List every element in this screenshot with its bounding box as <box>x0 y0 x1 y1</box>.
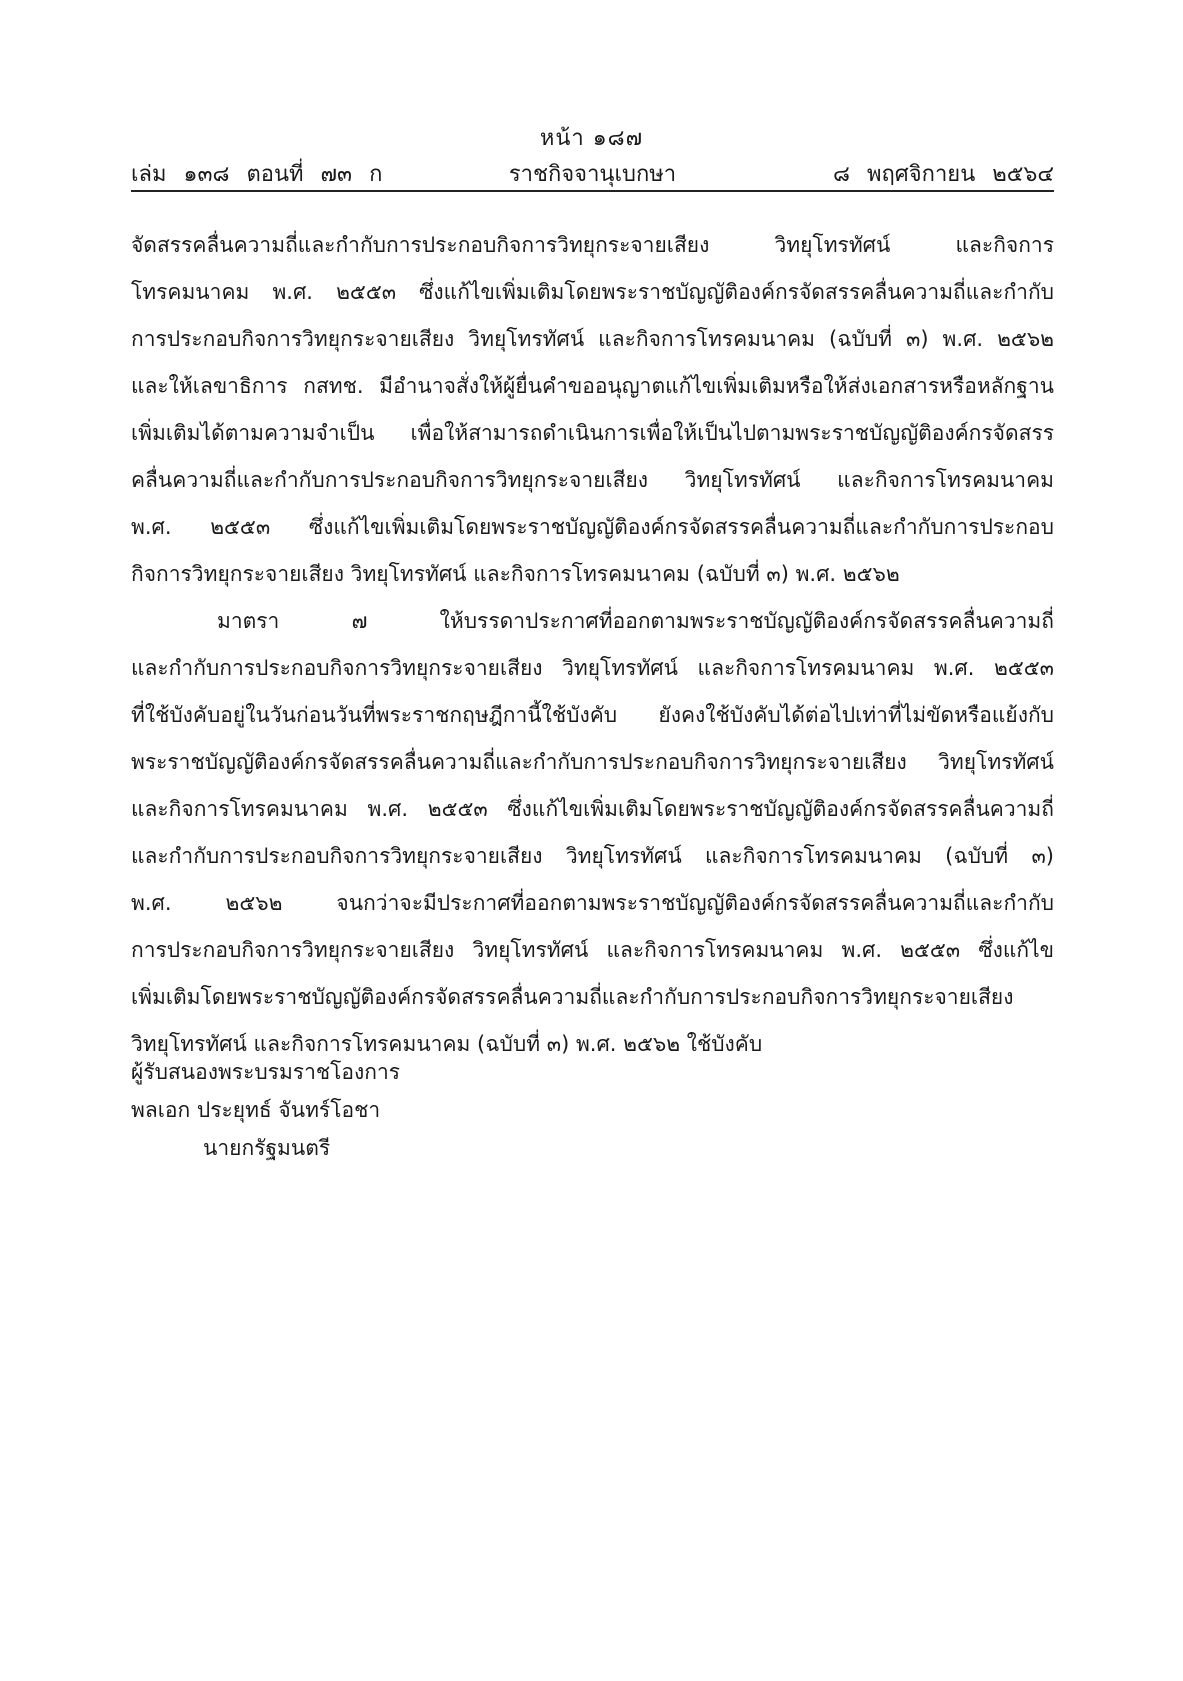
volume-section: เล่ม ๑๓๘ ตอนที่ ๗๓ ก <box>131 162 383 187</box>
signature-block <box>131 1053 731 1167</box>
body-line: และให้เลขาธิการ กสทช. มีอำนาจสั่งให้ผู้ยื่นคำขออนุญาตแก้ไขเพิ่มเติมหรือให้ส่งเอกสารหรือหลักฐาน <box>131 374 1054 398</box>
body-line: เพิ่มเติมได้ตามความจำเป็น เพื่อให้สามารถดำเนินการเพื่อให้เป็นไปตามพระราชบัญญัติองค์กรจัดสรร <box>131 421 1054 445</box>
body-line: พระราชบัญญัติองค์กรจัดสรรคลื่นความถี่และกำกับการประกอบกิจการวิทยุกระจายเสียง วิทยุโทรทัศน์ <box>131 750 1054 774</box>
signatory-position: นายกรัฐมนตรี <box>203 1136 331 1160</box>
body-line: ที่ใช้บังคับอยู่ในวันก่อนวันที่พระราชกฤษฎีกานี้ใช้บังคับ ยังคงใช้บังคับได้ต่อไปเท่าที่ไม่ขัดหรือแย้งกับ <box>131 703 1054 727</box>
body-line: การประกอบกิจการวิทยุกระจายเสียง วิทยุโทรทัศน์ และกิจการโทรคมนาคม พ.ศ. ๒๕๕๓ ซึ่งแก้ไข <box>131 938 1054 962</box>
body-line: การประกอบกิจการวิทยุกระจายเสียง วิทยุโทรทัศน์ และกิจการโทรคมนาคม (ฉบับที่ ๓) พ.ศ. ๒๕๖๒ <box>131 327 1054 351</box>
body-line: เพิ่มเติมโดยพระราชบัญญัติองค์กรจัดสรรคลื่นความถี่และกำกับการประกอบกิจการวิทยุกระจายเสียง <box>131 985 1014 1009</box>
page-number: หน้า ๑๘๗ <box>539 126 644 151</box>
header-divider <box>131 190 1054 192</box>
body-line: และกำกับการประกอบกิจการวิทยุกระจายเสียง วิทยุโทรทัศน์ และกิจการโทรคมนาคม พ.ศ. ๒๕๕๓ <box>131 656 1054 680</box>
body-line: กิจการวิทยุกระจายเสียง วิทยุโทรทัศน์ และกิจการโทรคมนาคม (ฉบับที่ ๓) พ.ศ. ๒๕๖๒ <box>131 562 900 586</box>
body-line: คลื่นความถี่และกำกับการประกอบกิจการวิทยุกระจายเสียง วิทยุโทรทัศน์ และกิจการโทรคมนาคม <box>131 468 1054 492</box>
body-line: และกำกับการประกอบกิจการวิทยุกระจายเสียง วิทยุโทรทัศน์ และกิจการโทรคมนาคม (ฉบับที่ ๓) <box>131 844 1054 868</box>
countersign-label: ผู้รับสนองพระบรมราชโองการ <box>131 1060 401 1084</box>
body-line: วิทยุโทรทัศน์ และกิจการโทรคมนาคม (ฉบับที่ ๓) พ.ศ. ๒๕๖๒ ใช้บังคับ <box>131 1032 763 1056</box>
section-7-heading-line: มาตรา ๗ ให้บรรดาประกาศที่ออกตามพระราชบัญญัติองค์กรจัดสรรคลื่นความถี่ <box>217 609 1054 633</box>
body-line: พ.ศ. ๒๕๖๒ จนกว่าจะมีประกาศที่ออกตามพระราชบัญญัติองค์กรจัดสรรคลื่นความถี่และกำกับ <box>131 891 1054 915</box>
gazette-name: ราชกิจจานุเบกษา <box>508 162 677 187</box>
publication-date: ๘ พฤศจิกายน ๒๕๖๔ <box>832 162 1054 187</box>
gazette-header <box>131 156 1054 186</box>
body-line: จัดสรรคลื่นความถี่และกำกับการประกอบกิจการวิทยุกระจายเสียง วิทยุโทรทัศน์ และกิจการ <box>131 233 1054 257</box>
body-line: โทรคมนาคม พ.ศ. ๒๕๕๓ ซึ่งแก้ไขเพิ่มเติมโดยพระราชบัญญัติองค์กรจัดสรรคลื่นความถี่และกำกับ <box>131 280 1054 304</box>
body-line: พ.ศ. ๒๕๕๓ ซึ่งแก้ไขเพิ่มเติมโดยพระราชบัญญัติองค์กรจัดสรรคลื่นความถี่และกำกับการประกอบ <box>131 515 1054 539</box>
body-line: และกิจการโทรคมนาคม พ.ศ. ๒๕๕๓ ซึ่งแก้ไขเพิ่มเติมโดยพระราชบัญญัติองค์กรจัดสรรคลื่นความถี่ <box>131 797 1054 821</box>
body-text <box>131 222 1054 1068</box>
signatory-name: พลเอก ประยุทธ์ จันทร์โอชา <box>131 1098 381 1122</box>
